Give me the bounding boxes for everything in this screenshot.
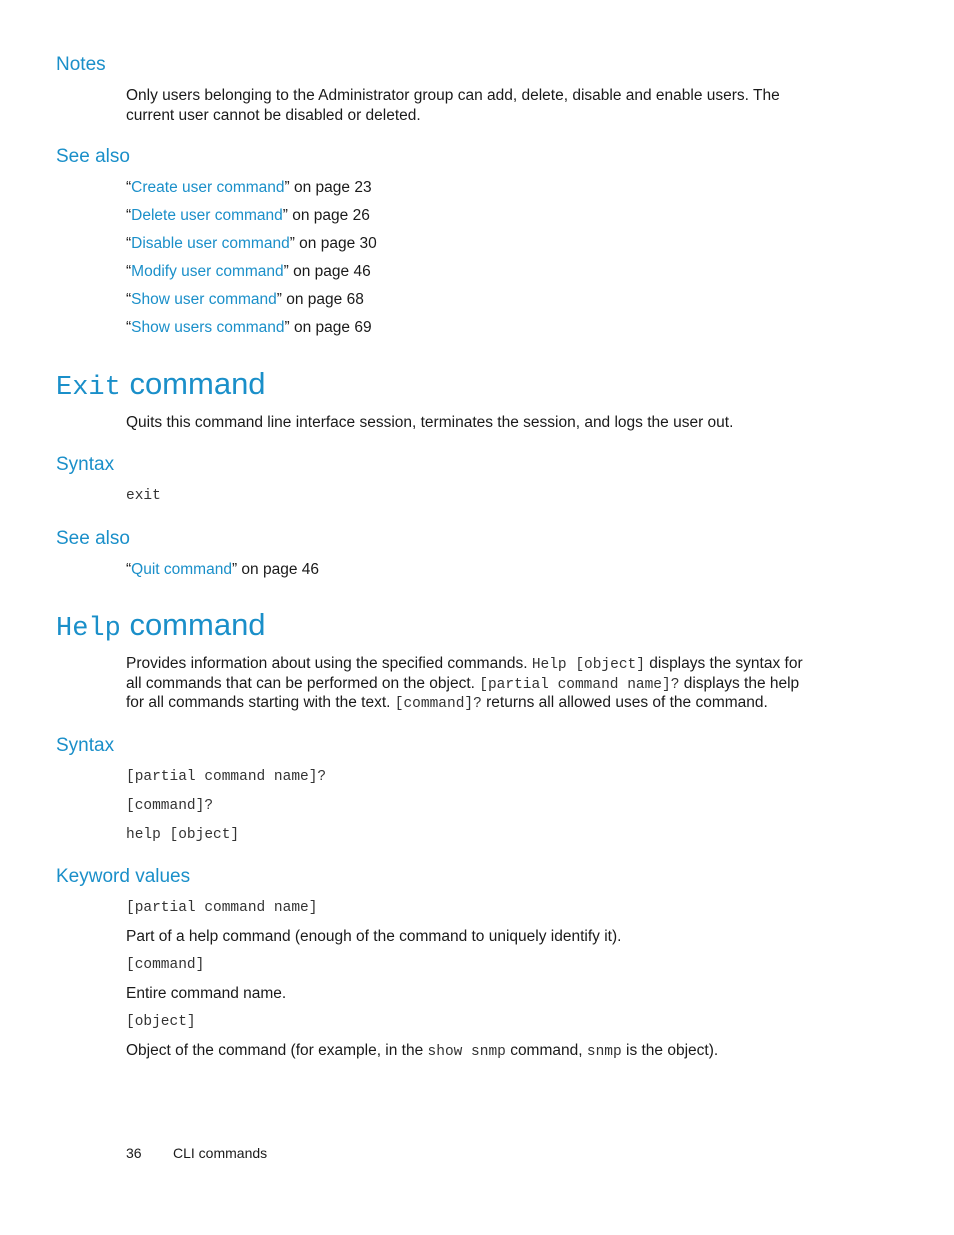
help-title-mono: Help	[56, 614, 121, 644]
xref-link-disable-user[interactable]: Disable user command	[131, 235, 290, 252]
xref-suffix: ” on page 23	[284, 179, 372, 196]
help-desc-text: returns all allowed uses of the command.	[486, 694, 768, 711]
xref-suffix: ” on page 46	[283, 263, 371, 280]
keyword-values-heading: Keyword values	[56, 866, 191, 887]
exit-command-title	[56, 366, 266, 403]
help-desc-code: [partial command name]?	[479, 677, 680, 693]
xref-link-delete-user[interactable]: Delete user command	[131, 207, 283, 224]
open-quote: “	[126, 207, 132, 224]
xref-item	[126, 234, 377, 254]
help-title-rest: command	[129, 607, 266, 642]
keyword-desc-text: command,	[510, 1042, 583, 1059]
xref-suffix: ” on page 26	[282, 207, 370, 224]
xref-item	[126, 262, 371, 282]
help-syntax-heading: Syntax	[56, 735, 115, 756]
keyword-code: [object]	[126, 1014, 196, 1030]
exit-see-also-heading: See also	[56, 528, 130, 549]
keyword-desc-text: is the object).	[626, 1042, 719, 1059]
keyword-code: [partial command name]	[126, 900, 318, 916]
page-number: 36	[126, 1145, 142, 1161]
notes-heading: Notes	[56, 54, 106, 75]
open-quote: “	[126, 319, 132, 336]
help-desc-line-3	[126, 693, 768, 715]
xref-link-show-users[interactable]: Show users command	[131, 319, 285, 336]
help-desc-text: displays the syntax for	[649, 655, 803, 672]
xref-item	[126, 178, 372, 198]
help-command-title	[56, 607, 266, 644]
xref-suffix: ” on page 69	[284, 319, 372, 336]
xref-link-quit[interactable]: Quit command	[131, 561, 232, 578]
footer-section-title: CLI commands	[173, 1145, 268, 1161]
help-desc-text: all commands that can be performed on the object.	[126, 675, 475, 692]
exit-title-rest: command	[129, 366, 266, 401]
help-desc-text: Provides information about using the specified commands.	[126, 655, 528, 672]
open-quote: “	[126, 235, 132, 252]
xref-link-create-user[interactable]: Create user command	[131, 179, 285, 196]
help-syntax-code: [partial command name]?	[126, 769, 327, 785]
exit-description: Quits this command line interface session, terminates the session, and logs the user out.	[126, 414, 734, 431]
open-quote: “	[126, 179, 132, 196]
exit-syntax-code: exit	[126, 488, 161, 504]
open-quote: “	[126, 561, 132, 578]
help-syntax-code: help [object]	[126, 827, 240, 843]
help-desc-line-1	[126, 654, 803, 676]
xref-item	[126, 290, 364, 310]
xref-item	[126, 318, 372, 338]
exit-title-mono: Exit	[56, 373, 121, 403]
keyword-description	[126, 1041, 718, 1063]
xref-link-modify-user[interactable]: Modify user command	[131, 263, 284, 280]
notes-text: Only users belonging to the Administrator group can add, delete, disable and enable users. The current user cannot be disabled or deleted.	[126, 87, 780, 124]
keyword-desc-code: show snmp	[427, 1044, 506, 1060]
exit-syntax-heading: Syntax	[56, 454, 115, 475]
xref-suffix: ” on page 30	[289, 235, 377, 252]
help-desc-code: Help [object]	[531, 657, 645, 673]
xref-suffix: ” on page 68	[276, 291, 364, 308]
help-desc-text: displays the help	[683, 675, 800, 692]
keyword-desc-code: snmp	[586, 1044, 622, 1060]
open-quote: “	[126, 291, 132, 308]
xref-link-show-user[interactable]: Show user command	[131, 291, 277, 308]
help-desc-text: for all commands starting with the text.	[126, 694, 391, 711]
keyword-code: [command]	[126, 957, 205, 973]
xref-item	[126, 206, 370, 226]
help-desc-code: [command]?	[394, 696, 482, 712]
keyword-description: Part of a help command (enough of the command to uniquely identify it).	[126, 928, 622, 945]
help-syntax-code: [command]?	[126, 798, 214, 814]
xref-item	[126, 560, 319, 580]
xref-suffix: ” on page 46	[231, 561, 320, 578]
see-also-heading: See also	[56, 146, 130, 167]
keyword-description: Entire command name.	[126, 985, 287, 1002]
keyword-desc-text: Object of the command (for example, in the	[126, 1042, 424, 1059]
open-quote: “	[126, 263, 132, 280]
